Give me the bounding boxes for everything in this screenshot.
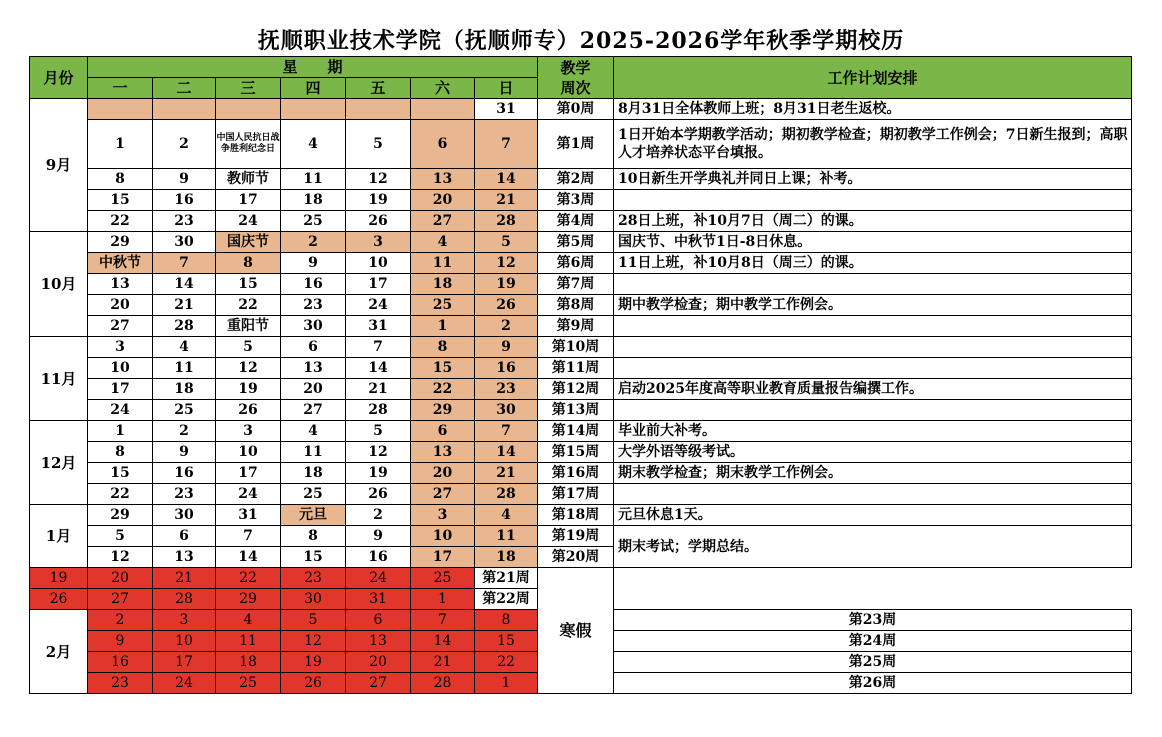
day-cell: 13 [346, 631, 411, 652]
day-cell: 27 [411, 211, 475, 232]
day-cell: 23 [153, 484, 216, 505]
day-cell: 24 [88, 400, 153, 421]
day-cell: 9 [281, 253, 346, 274]
day-cell: 重阳节 [216, 316, 281, 337]
weekday-fri: 五 [346, 78, 411, 99]
day-cell: 19 [346, 190, 411, 211]
teach-week-cell: 第3周 [538, 190, 614, 211]
day-cell: 26 [216, 400, 281, 421]
day-cell: 10 [216, 442, 281, 463]
day-cell: 18 [475, 547, 538, 568]
day-cell: 19 [216, 379, 281, 400]
page-title: 抚顺职业技术学院（抚顺师专）2025-2026学年秋季学期校历 [257, 28, 905, 54]
day-cell: 8 [281, 526, 346, 547]
teach-week-cell: 第20周 [538, 547, 614, 568]
calendar-table [29, 56, 1132, 694]
day-cell: 25 [216, 673, 281, 694]
plan-cell [614, 316, 1132, 337]
day-cell: 15 [88, 463, 153, 484]
day-cell: 9 [153, 169, 216, 190]
day-cell: 19 [475, 274, 538, 295]
day-cell: 3 [153, 610, 216, 631]
day-cell: 11 [281, 442, 346, 463]
plan-cell [614, 190, 1132, 211]
weekday-group-header: 星 期 [88, 57, 538, 78]
day-cell: 6 [411, 421, 475, 442]
teach-week-cell: 第19周 [538, 526, 614, 547]
day-cell: 5 [475, 232, 538, 253]
day-cell: 教师节 [216, 169, 281, 190]
day-cell: 6 [411, 120, 475, 169]
day-cell [153, 99, 216, 120]
day-cell: 15 [281, 547, 346, 568]
day-cell: 6 [153, 526, 216, 547]
day-cell: 4 [153, 337, 216, 358]
teach-week-cell: 第9周 [538, 316, 614, 337]
day-cell [411, 99, 475, 120]
teach-week-cell: 第18周 [538, 505, 614, 526]
month-label: 10月 [30, 232, 88, 337]
day-cell: 30 [475, 400, 538, 421]
day-cell: 18 [281, 190, 346, 211]
day-cell: 14 [411, 631, 475, 652]
day-cell: 30 [153, 232, 216, 253]
day-cell: 28 [153, 316, 216, 337]
day-cell: 7 [411, 610, 475, 631]
day-cell: 31 [216, 505, 281, 526]
weekday-sun: 日 [475, 78, 538, 99]
day-cell: 10 [411, 526, 475, 547]
month-label: 9月 [30, 99, 88, 232]
day-cell: 2 [153, 421, 216, 442]
day-cell: 20 [88, 568, 153, 589]
day-cell: 17 [216, 190, 281, 211]
calendar-row [30, 400, 1132, 421]
day-cell: 元旦 [281, 505, 346, 526]
calendar-row [30, 421, 1132, 442]
day-cell: 14 [475, 442, 538, 463]
day-cell: 7 [346, 337, 411, 358]
day-cell: 21 [411, 652, 475, 673]
teach-week-cell: 第6周 [538, 253, 614, 274]
day-cell: 18 [216, 652, 281, 673]
day-cell: 19 [346, 463, 411, 484]
day-cell: 9 [153, 442, 216, 463]
plan-cell: 元旦休息1天。 [614, 505, 1132, 526]
day-cell: 29 [88, 505, 153, 526]
teach-week-cell: 第8周 [538, 295, 614, 316]
plan-cell: 大学外语等级考试。 [614, 442, 1132, 463]
day-cell: 12 [88, 547, 153, 568]
day-cell: 2 [281, 232, 346, 253]
teach-week-cell: 第17周 [538, 484, 614, 505]
day-cell: 25 [153, 400, 216, 421]
day-cell: 31 [346, 589, 411, 610]
month-label: 2月 [30, 610, 88, 694]
day-cell: 22 [216, 568, 281, 589]
day-cell [88, 99, 153, 120]
teach-week-cell: 第4周 [538, 211, 614, 232]
day-cell: 17 [216, 463, 281, 484]
day-cell: 11 [281, 169, 346, 190]
calendar-row [30, 358, 1132, 379]
day-cell: 29 [216, 589, 281, 610]
day-cell: 8 [88, 442, 153, 463]
calendar-row [30, 463, 1132, 484]
day-cell: 24 [153, 673, 216, 694]
day-cell: 9 [346, 526, 411, 547]
day-cell: 26 [281, 673, 346, 694]
day-cell: 20 [281, 379, 346, 400]
day-cell: 25 [411, 295, 475, 316]
day-cell: 28 [411, 673, 475, 694]
day-cell: 15 [216, 274, 281, 295]
plan-header: 工作计划安排 [614, 57, 1132, 99]
weekday-mon: 一 [88, 78, 153, 99]
plan-cell [614, 337, 1132, 358]
day-cell: 9 [88, 631, 153, 652]
day-cell: 2 [88, 610, 153, 631]
day-cell: 10 [88, 358, 153, 379]
weekday-sat: 六 [411, 78, 475, 99]
day-cell: 18 [281, 463, 346, 484]
teach-week-cell: 第0周 [538, 99, 614, 120]
plan-cell: 期末考试；学期总结。 [614, 526, 1132, 568]
day-cell: 27 [88, 316, 153, 337]
day-cell: 19 [281, 652, 346, 673]
teach-week-cell: 第13周 [538, 400, 614, 421]
day-cell: 23 [153, 211, 216, 232]
day-cell: 16 [153, 463, 216, 484]
plan-cell: 期末教学检查；期末教学工作例会。 [614, 463, 1132, 484]
day-cell: 26 [346, 211, 411, 232]
day-cell: 31 [475, 99, 538, 120]
day-cell: 30 [281, 316, 346, 337]
calendar-row [30, 505, 1132, 526]
day-cell: 17 [153, 652, 216, 673]
day-cell: 1 [88, 421, 153, 442]
calendar-row [30, 274, 1132, 295]
calendar-row [30, 99, 1132, 120]
day-cell: 12 [281, 631, 346, 652]
calendar-row [30, 337, 1132, 358]
day-cell: 14 [475, 169, 538, 190]
weekday-wed: 三 [216, 78, 281, 99]
day-cell: 23 [281, 295, 346, 316]
day-cell: 10 [153, 631, 216, 652]
day-cell: 6 [346, 610, 411, 631]
day-cell: 16 [346, 547, 411, 568]
day-cell: 22 [216, 295, 281, 316]
plan-cell [614, 400, 1132, 421]
day-cell: 15 [411, 358, 475, 379]
teach-week-header: 教学 周次 [538, 57, 614, 99]
day-cell [281, 99, 346, 120]
plan-cell [614, 484, 1132, 505]
day-cell: 3 [88, 337, 153, 358]
day-cell: 17 [88, 379, 153, 400]
day-cell: 24 [346, 568, 411, 589]
winter-break-note: 寒假 [538, 568, 614, 694]
day-cell: 25 [281, 211, 346, 232]
plan-cell: 国庆节、中秋节1日-8日休息。 [614, 232, 1132, 253]
day-cell: 23 [475, 379, 538, 400]
day-cell: 中秋节 [88, 253, 153, 274]
day-cell: 27 [281, 400, 346, 421]
plan-cell: 28日上班，补10月7日（周二）的课。 [614, 211, 1132, 232]
day-cell: 20 [411, 190, 475, 211]
day-cell: 3 [216, 421, 281, 442]
calendar-row [30, 169, 1132, 190]
day-cell: 16 [153, 190, 216, 211]
day-cell: 24 [346, 295, 411, 316]
day-cell: 11 [153, 358, 216, 379]
calendar-row [30, 379, 1132, 400]
day-cell: 28 [153, 589, 216, 610]
teach-week-cell: 第15周 [538, 442, 614, 463]
day-cell: 20 [88, 295, 153, 316]
day-cell: 31 [346, 316, 411, 337]
day-cell: 1 [475, 673, 538, 694]
day-cell: 24 [216, 211, 281, 232]
teach-week-cell: 第12周 [538, 379, 614, 400]
day-cell: 11 [475, 526, 538, 547]
day-cell: 13 [88, 274, 153, 295]
day-cell: 18 [153, 379, 216, 400]
day-cell: 14 [346, 358, 411, 379]
teach-week-cell: 第14周 [538, 421, 614, 442]
teach-week-cell: 第7周 [538, 274, 614, 295]
day-cell: 26 [475, 295, 538, 316]
day-cell: 5 [346, 120, 411, 169]
day-cell: 5 [281, 610, 346, 631]
day-cell: 7 [475, 421, 538, 442]
plan-cell: 10日新生开学典礼并同日上课；补考。 [614, 169, 1132, 190]
day-cell: 12 [346, 442, 411, 463]
day-cell: 8 [475, 610, 538, 631]
plan-cell: 8月31日全体教师上班；8月31日老生返校。 [614, 99, 1132, 120]
day-cell: 27 [88, 589, 153, 610]
month-header: 月份 [30, 57, 88, 99]
day-cell: 8 [88, 169, 153, 190]
calendar-row [30, 253, 1132, 274]
day-cell: 中国人民抗日战争胜利纪念日 [216, 120, 281, 169]
calendar-row [30, 211, 1132, 232]
weekday-tue: 二 [153, 78, 216, 99]
day-cell: 4 [475, 505, 538, 526]
day-cell: 12 [216, 358, 281, 379]
day-cell: 21 [475, 463, 538, 484]
teach-week-cell: 第10周 [538, 337, 614, 358]
teach-week-cell: 第2周 [538, 169, 614, 190]
day-cell: 3 [411, 505, 475, 526]
day-cell: 7 [216, 526, 281, 547]
calendar-row [30, 568, 1132, 589]
day-cell: 21 [475, 190, 538, 211]
day-cell: 7 [475, 120, 538, 169]
calendar-row [30, 190, 1132, 211]
day-cell: 7 [153, 253, 216, 274]
day-cell: 21 [153, 568, 216, 589]
day-cell: 25 [411, 568, 475, 589]
plan-cell [614, 358, 1132, 379]
day-cell: 28 [475, 484, 538, 505]
day-cell: 16 [88, 652, 153, 673]
day-cell: 4 [281, 120, 346, 169]
calendar-row [30, 232, 1132, 253]
plan-cell: 毕业前大补考。 [614, 421, 1132, 442]
day-cell: 27 [411, 484, 475, 505]
day-cell: 17 [411, 547, 475, 568]
day-cell: 5 [346, 421, 411, 442]
day-cell: 17 [346, 274, 411, 295]
day-cell [216, 99, 281, 120]
plan-cell: 启动2025年度高等职业教育质量报告编撰工作。 [614, 379, 1132, 400]
calendar-row [30, 295, 1132, 316]
day-cell: 2 [346, 505, 411, 526]
day-cell: 20 [346, 652, 411, 673]
day-cell: 4 [216, 610, 281, 631]
calendar-row [30, 120, 1132, 169]
day-cell: 29 [88, 232, 153, 253]
day-cell: 20 [411, 463, 475, 484]
plan-cell [614, 274, 1132, 295]
day-cell: 21 [153, 295, 216, 316]
teach-week-cell: 第23周 [614, 610, 1132, 631]
calendar-row [30, 484, 1132, 505]
month-label: 1月 [30, 505, 88, 568]
day-cell: 18 [411, 274, 475, 295]
day-cell: 23 [281, 568, 346, 589]
day-cell: 21 [346, 379, 411, 400]
day-cell: 14 [153, 274, 216, 295]
teach-week-cell: 第16周 [538, 463, 614, 484]
day-cell: 13 [281, 358, 346, 379]
plan-cell: 1日开始本学期教学活动；期初教学检查；期初教学工作例会；7日新生报到；高职人才培养状态平台填报。 [614, 120, 1132, 169]
day-cell: 12 [346, 169, 411, 190]
day-cell: 24 [216, 484, 281, 505]
day-cell: 22 [411, 379, 475, 400]
day-cell [346, 99, 411, 120]
weekday-thu: 四 [281, 78, 346, 99]
teach-week-cell: 第5周 [538, 232, 614, 253]
day-cell: 23 [88, 673, 153, 694]
plan-cell: 11日上班，补10月8日（周三）的课。 [614, 253, 1132, 274]
teach-week-cell: 第26周 [614, 673, 1132, 694]
day-cell: 1 [411, 316, 475, 337]
day-cell: 22 [88, 211, 153, 232]
calendar-row [30, 316, 1132, 337]
day-cell: 28 [475, 211, 538, 232]
day-cell: 13 [411, 169, 475, 190]
day-cell: 19 [30, 568, 88, 589]
day-cell: 30 [281, 589, 346, 610]
teach-week-cell: 第22周 [475, 589, 538, 610]
day-cell: 25 [281, 484, 346, 505]
day-cell: 8 [216, 253, 281, 274]
day-cell: 10 [346, 253, 411, 274]
day-cell: 12 [475, 253, 538, 274]
month-label: 12月 [30, 421, 88, 505]
day-cell: 26 [30, 589, 88, 610]
day-cell: 3 [346, 232, 411, 253]
teach-week-cell: 第1周 [538, 120, 614, 169]
month-label: 11月 [30, 337, 88, 421]
teach-week-cell: 第11周 [538, 358, 614, 379]
day-cell: 28 [346, 400, 411, 421]
day-cell: 2 [153, 120, 216, 169]
day-cell: 22 [475, 652, 538, 673]
teach-week-cell: 第21周 [475, 568, 538, 589]
day-cell: 30 [153, 505, 216, 526]
day-cell: 16 [475, 358, 538, 379]
day-cell: 1 [88, 120, 153, 169]
day-cell: 16 [281, 274, 346, 295]
day-cell: 26 [346, 484, 411, 505]
day-cell: 5 [88, 526, 153, 547]
day-cell: 22 [88, 484, 153, 505]
day-cell: 13 [153, 547, 216, 568]
day-cell: 2 [475, 316, 538, 337]
day-cell: 1 [411, 589, 475, 610]
plan-cell: 期中教学检查；期中教学工作例会。 [614, 295, 1132, 316]
day-cell: 11 [216, 631, 281, 652]
teach-week-cell: 第24周 [614, 631, 1132, 652]
teach-week-cell: 第25周 [614, 652, 1132, 673]
day-cell: 国庆节 [216, 232, 281, 253]
calendar-row [30, 526, 1132, 547]
day-cell: 5 [216, 337, 281, 358]
day-cell: 27 [346, 673, 411, 694]
day-cell: 9 [475, 337, 538, 358]
day-cell: 4 [281, 421, 346, 442]
day-cell: 29 [411, 400, 475, 421]
day-cell: 14 [216, 547, 281, 568]
day-cell: 4 [411, 232, 475, 253]
day-cell: 15 [475, 631, 538, 652]
day-cell: 15 [88, 190, 153, 211]
day-cell: 13 [411, 442, 475, 463]
day-cell: 6 [281, 337, 346, 358]
day-cell: 8 [411, 337, 475, 358]
calendar-row [30, 442, 1132, 463]
day-cell: 11 [411, 253, 475, 274]
